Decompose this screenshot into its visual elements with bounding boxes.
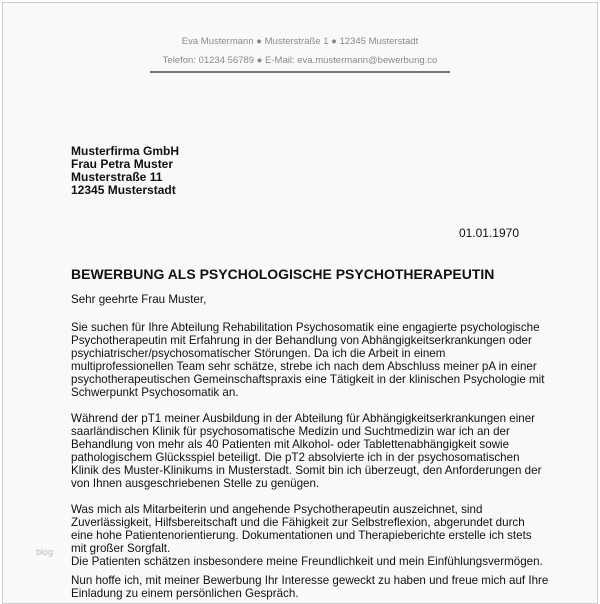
text-line: mit großer Sorgfalt. <box>71 542 171 555</box>
text-line: von Ihnen ausgeschriebenen Stelle zu genügen. <box>71 477 320 490</box>
text-line: Klinik des Muster-Klinikums in Musterstadt. Somit bin ich überzeugt, den Anforderungen der <box>71 464 542 477</box>
recipient-line: 12345 Musterstadt <box>71 183 176 197</box>
text-line: eine hohe Patientenorientierung. Dokumentationen und Therapieberichte erstelle ich stets <box>71 529 532 542</box>
header-divider <box>150 71 450 73</box>
text-line: psychiatrischer/psychosomatischer Störungen. Da ich die Arbeit in einem <box>71 347 446 360</box>
letter-date: 01.01.1970 <box>458 226 519 240</box>
text-line: saarländischen Klinik für psychosomatische Medizin und Suchtmedizin war ich an der <box>71 425 510 438</box>
text-line: psychotherapeutischen Gemeinschaftspraxis eine Tätigkeit in der klinischen Psychologie mit <box>71 373 545 386</box>
text-line: Einladung zu einem persönlichen Gespräch. <box>71 587 299 600</box>
sender-name-address: Eva Mustermann ● Musterstraße 1 ● 12345 Musterstadt <box>181 36 419 47</box>
text-line: Nun hoffe ich, mit meiner Bewerbung Ihr Interesse geweckt zu haben und freue mich auf Ihre <box>71 574 549 587</box>
text-line: Schwerpunkt Psychosomatik an. <box>71 386 239 399</box>
text-line: Psychotherapeutin mit Erfahrung in der Behandlung von Abhängigkeitserkrankungen oder <box>71 334 532 347</box>
paragraph-3 <box>71 503 543 568</box>
paragraph-2 <box>71 412 541 490</box>
text-line: Zuverlässigkeit, Hilfsbereitschaft und die Fähigkeit zur Selbstreflexion, abgerundet durch <box>71 516 525 529</box>
text-line: Während der pT1 meiner Ausbildung in der Abteilung für Abhängigkeitserkrankungen einer <box>71 412 536 425</box>
text-line: multiprofessionellen Team sehr schätze, strebe ich nach dem Abschluss meiner pA in einer <box>71 360 537 373</box>
watermark: blog <box>36 547 54 557</box>
text-line: Was mich als Mitarbeiterin und angehende Psychotherapeutin auszeichnet, sind <box>71 503 483 516</box>
paragraph-1 <box>71 321 544 399</box>
recipient-line: Musterstraße 11 <box>71 170 163 184</box>
paragraph-4 <box>71 574 548 600</box>
salutation: Sehr geehrte Frau Muster, <box>71 293 207 306</box>
recipient-address <box>71 145 179 197</box>
text-line: Behandlung von mehr als 40 Patienten mit Alkohol- oder Tablettenabhängigkeit sowie <box>71 438 510 451</box>
recipient-line: Musterfirma GmbH <box>71 144 180 158</box>
letter-subject: BEWERBUNG ALS PSYCHOLOGISCHE PSYCHOTHERAPEUTIN <box>71 266 495 282</box>
text-line: Sie suchen für Ihre Abteilung Rehabilitation Psychosomatik eine engagierte psychologische <box>71 321 540 334</box>
sender-contact: Telefon: 01234 56789 ● E-Mail: eva.mustermann@bewerbung.co <box>162 55 438 66</box>
recipient-line: Frau Petra Muster <box>71 157 174 171</box>
text-line: pathologischem Glücksspiel beteiligt. Die pT2 absolvierte ich in der psychosomatischen <box>71 451 520 464</box>
text-line: Die Patienten schätzen insbesondere meine Freundlichkeit und mein Einfühlungsvermögen. <box>71 555 543 568</box>
